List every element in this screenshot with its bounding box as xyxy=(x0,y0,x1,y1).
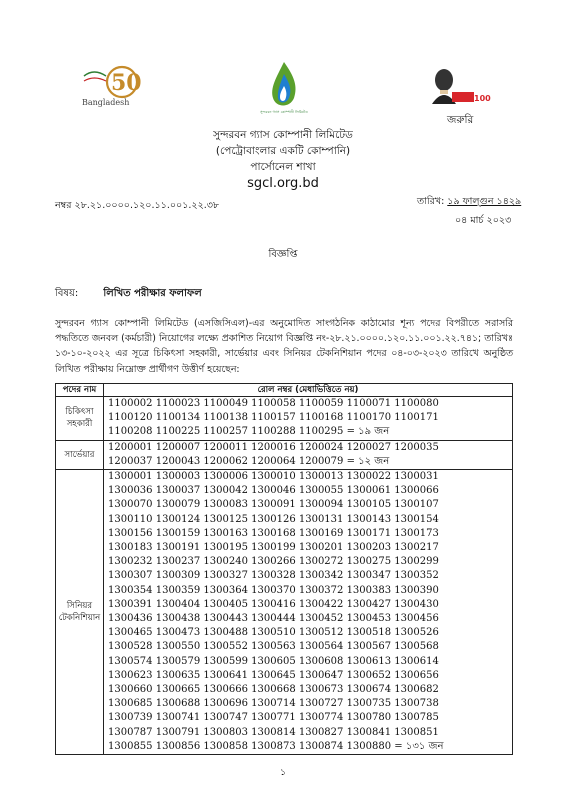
roll-line: 1300574 1300579 1300599 1300605 1300608 1300613 1300614 xyxy=(108,655,439,667)
table-row-senior-technician xyxy=(56,470,513,755)
roll-line: 1300156 1300159 1300163 1300168 1300169 1300171 1300173 xyxy=(108,527,439,539)
notice-body: সুন্দরবন গ্যাস কোম্পানী লিমিটেড (এসজিসিএল)-এর অনুমোদিত সাংগঠনিক কাঠামোর শূন্য পদের বিপরীতে সরাসরি পদ্ধতিতে জনবল (কর্মচারী) নিয়োগের লক্ষ্যে প্রকাশিত নিয়োগ বিজ্ঞপ্তি নং-২৮.২১.০০০০.১২০.১১.০০১.২২.৭৪১; তারিখঃ ১৩-১০-২০২২ এর সূত্রে চিকিৎসা সহকারী, সার্ভেয়ার এবং সিনিয়র টেকনিশিয়ান পদের ০৪-০৩-২০২৩ তারিখে অনুষ্ঠিত লিখিত পরীক্ষায় নিম্নোক্ত প্রার্থীগণ উত্তীর্ণ হয়েছেন: xyxy=(55,318,513,375)
table-row-medical-assistant xyxy=(56,397,513,441)
table-header-row xyxy=(56,384,513,397)
roll-line: 1200037 1200043 1200062 1200064 1200079 = ১২ জন xyxy=(108,455,390,467)
post-name: সার্ভেয়ার xyxy=(56,440,104,469)
roll-line: 1300465 1300473 1300488 1300510 1300512 1300518 1300526 xyxy=(108,627,439,639)
subject-text: লিখিত পরীক্ষার ফলাফল xyxy=(103,288,202,299)
memo-date-bangla xyxy=(417,195,521,210)
roll-line: 1300528 1300550 1300552 1300563 1300564 1300567 1300568 xyxy=(108,641,439,653)
parent-company: (পেট্রোবাংলার একটি কোম্পানি) xyxy=(215,145,351,157)
roll-line: 1300354 1300359 1300364 1300370 1300372 1300383 1300390 xyxy=(108,584,439,596)
roll-numbers xyxy=(104,397,513,441)
roll-line: 1200001 1200007 1200011 1200016 1200024 1200027 1200035 xyxy=(108,441,439,453)
roll-line: 1100120 1100134 1100138 1100157 1100168 1100170 1100171 xyxy=(108,412,439,424)
roll-line: 1300623 1300635 1300641 1300645 1300647 1300652 1300656 xyxy=(108,669,439,681)
company-logo xyxy=(260,60,308,122)
urgent-label: জরুরি xyxy=(447,114,474,126)
svg-text:100: 100 xyxy=(474,94,491,103)
roll-line: 1300660 1300665 1300666 1300668 1300673 1300674 1300682 xyxy=(108,684,439,696)
roll-line: 1300183 1300191 1300195 1300199 1300201 1300203 1300217 xyxy=(108,542,439,554)
company-logo-caption: সুন্দরবন গ্যাস কোম্পানী লিমিটেড xyxy=(260,110,308,114)
page-number: ১ xyxy=(280,768,286,778)
roll-line: 1300436 1300438 1300443 1300444 1300452 1300453 1300456 xyxy=(108,613,439,625)
mujib-logo xyxy=(428,64,491,110)
subject-line xyxy=(55,286,202,303)
subject-label: বিষয়: xyxy=(55,288,79,299)
roll-line: 1300391 1300404 1300405 1300416 1300422 1300427 1300430 xyxy=(108,598,439,610)
roll-line: 1300855 1300856 1300858 1300873 1300874 1300880 = ১৩১ জন xyxy=(108,740,444,752)
roll-line: 1100208 1100225 1100257 1100288 1100295 = ১৯ জন xyxy=(108,426,390,438)
date-english: ০৪ মার্চ ২০২৩ xyxy=(455,215,512,226)
golden-jubilee-logo xyxy=(78,62,152,110)
memo-number: নম্বর ২৮.২১.০০০০.১২০.১১.০০১.২২.৩৮ xyxy=(55,200,220,211)
roll-line: 1300070 1300079 1300083 1300091 1300094 1300105 1300107 xyxy=(108,499,439,511)
post-name: চিকিৎসা সহকারী xyxy=(56,397,104,441)
roll-line: 1300001 1300003 1300006 1300010 1300013 1300022 1300031 xyxy=(108,471,439,483)
roll-line: 1100002 1100023 1100049 1100058 1100059 1100071 1100080 xyxy=(108,398,439,409)
roll-line: 1300787 1300791 1300803 1300814 1300827 1300841 1300851 xyxy=(108,726,439,738)
roll-numbers xyxy=(104,470,513,755)
roll-line: 1300685 1300688 1300696 1300714 1300727 1300735 1300738 xyxy=(108,698,439,710)
date-label: তারিখ: xyxy=(417,196,445,207)
roll-numbers xyxy=(104,440,513,469)
section-name: পার্সোনেল শাখা xyxy=(250,161,316,173)
rolls-column-header: রোল নম্বর (মেধাভিত্তিতে নয়) xyxy=(104,384,513,397)
roll-line: 1300232 1300237 1300240 1300266 1300272 1300275 1300299 xyxy=(108,556,439,568)
results-table xyxy=(55,383,513,755)
post-column-header: পদের নাম xyxy=(56,384,104,397)
date-bangla: ১৯ ফাল্গুন ১৪২৯ xyxy=(447,196,522,207)
post-name: সিনিয়র টেকনিশিয়ান xyxy=(56,470,104,755)
website: sgcl.org.bd xyxy=(247,176,319,191)
roll-line: 1300036 1300037 1300042 1300046 1300055 1300061 1300066 xyxy=(108,485,439,497)
notice-title: বিজ্ঞপ্তি xyxy=(268,249,298,260)
table-row-surveyor xyxy=(56,440,513,469)
company-name: সুন্দরবন গ্যাস কোম্পানী লিমিটেড xyxy=(213,129,353,141)
svg-text:50: 50 xyxy=(111,70,142,96)
left-logo-text: Bangladesh xyxy=(82,98,130,107)
roll-line: 1300307 1300309 1300327 1300328 1300342 1300347 1300352 xyxy=(108,570,439,582)
roll-line: 1300739 1300741 1300747 1300771 1300774 1300780 1300785 xyxy=(108,712,439,724)
roll-line: 1300110 1300124 1300125 1300126 1300131 1300143 1300154 xyxy=(108,513,439,525)
